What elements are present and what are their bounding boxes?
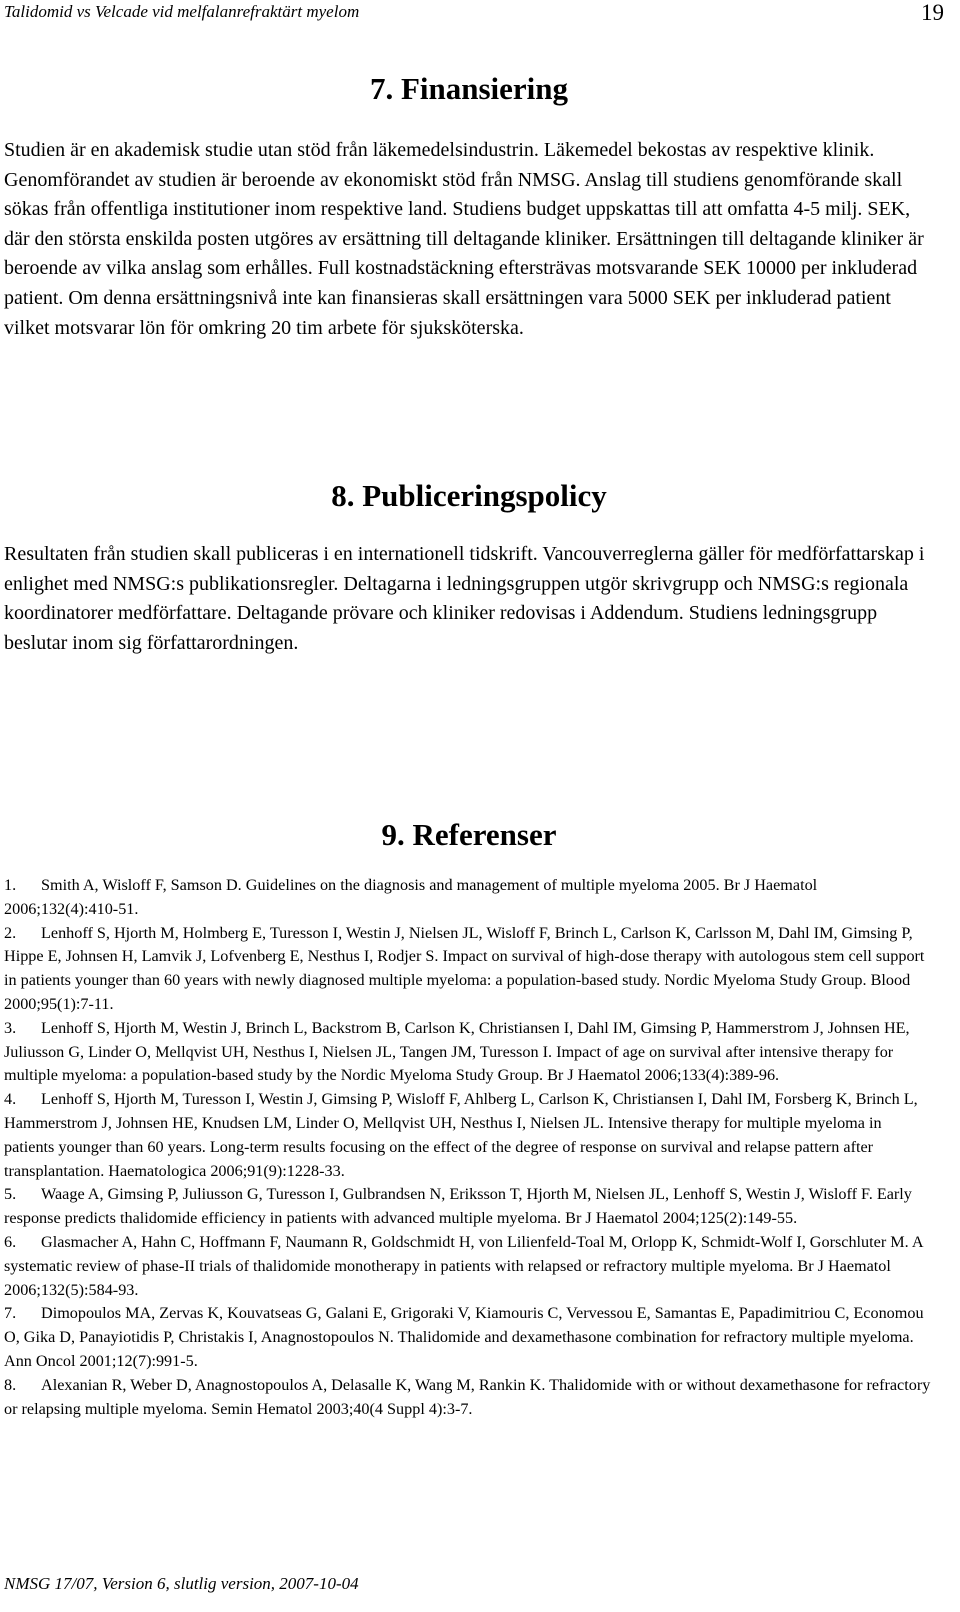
reference-list — [4, 874, 934, 1421]
running-header — [4, 0, 944, 26]
reference-number: 2. — [4, 923, 17, 942]
reference-number: 6. — [4, 1232, 17, 1251]
running-title: Talidomid vs Velcade vid melfalanrefraktärt myelom — [4, 2, 360, 21]
reference-text: Glasmacher A, Hahn C, Hoffmann F, Naumann R, Goldschmidt H, von Lilienfeld-Toal M, Orlopp K, Schmidt-Wolf I, Gorschluter M. A systematic review of phase-II trials of thalidomide monotherapy in patients with relapsed or refractory multiple myeloma. Br J Haematol 2006;132(5):584-93. — [4, 1232, 923, 1299]
page-number: 19 — [921, 0, 944, 25]
section-referenser — [4, 816, 934, 1421]
section-heading: 9. Referenser — [381, 817, 557, 852]
reference-number: 7. — [4, 1304, 17, 1323]
reference-number: 4. — [4, 1090, 17, 1109]
section-finansiering — [4, 70, 934, 343]
reference-item — [4, 922, 934, 1017]
reference-item — [4, 1088, 934, 1183]
reference-text: Lenhoff S, Hjorth M, Turesson I, Westin J, Gimsing P, Wisloff F, Ahlberg L, Carlson K, Christiansen I, Dahl IM, Forsberg K, Brinch L, Hammerstrom J, Johnsen HE, Knudsen LM, Linder O, Mellqvist UH, Nesthus I, Nielsen JL. Intensive therapy for multiple myeloma in patients younger than 60 years. Long-term results focusing on the effect of the degree of response on survival and relapse pattern after transplantation. Haematologica 2006;91(9):1228-33. — [4, 1090, 918, 1180]
reference-text: Waage A, Gimsing P, Juliusson G, Turesson I, Gulbrandsen N, Eriksson T, Hjorth M, Nielsen JL, Lenhoff S, Westin J, Wisloff F. Early response predicts thalidomide efficiency in patients with advanced multiple myeloma. Br J Haematol 2004;125(2):149-55. — [4, 1185, 912, 1228]
section-paragraph: Resultaten från studien skall publiceras i en internationell tidskrift. Vancouverreglerna gäller för medförfattarskap i enlighet med NMSG:s publikationsregler. Deltagarna i ledningsgruppen utgör skrivgrupp och NMSG:s regionala koordinatorer medförfattare. Deltagande prövare och kliniker redovisas i Addendum. Studiens ledningsgrupp beslutar inom sig författarordningen. — [4, 543, 925, 654]
section-heading: 8. Publiceringspolicy — [331, 478, 607, 513]
reference-item — [4, 1183, 934, 1231]
reference-item — [4, 1231, 934, 1302]
section-publiceringspolicy — [4, 477, 934, 658]
reference-text: Smith A, Wisloff F, Samson D. Guidelines on the diagnosis and management of multiple myeloma 2005. Br J Haematol 2006;132(4):410-51. — [4, 876, 818, 918]
section-heading: 7. Finansiering — [369, 71, 569, 106]
page-footer: NMSG 17/07, Version 6, slutlig version, 2007-10-04 — [4, 1574, 359, 1593]
reference-item — [4, 1017, 934, 1088]
reference-number: 3. — [4, 1018, 17, 1037]
reference-number: 8. — [4, 1375, 17, 1394]
reference-text: Alexanian R, Weber D, Anagnostopoulos A, Delasalle K, Wang M, Rankin K. Thalidomide with or without dexamethasone for refractory or relapsing multiple myeloma. Semin Hematol 2003;40(4 Suppl 4):3-7. — [4, 1375, 931, 1418]
reference-text: Lenhoff S, Hjorth M, Holmberg E, Turesson I, Westin J, Nielsen JL, Wisloff F, Brinch L, Carlson K, Carlsson M, Dahl IM, Gimsing P, Hippe E, Johnsen H, Lamvik J, Lofvenberg E, Nesthus I, Rodjer S. Impact on survival of high-dose therapy with autologous stem cell support in patients younger than 60 years with newly diagnosed multiple myeloma: a population-based study. Nordic Myeloma Study Group. Blood 2000;95(1):7-11. — [4, 923, 925, 1013]
reference-item — [4, 874, 934, 922]
reference-text: Dimopoulos MA, Zervas K, Kouvatseas G, Galani E, Grigoraki V, Kiamouris C, Vervessou E, Samantas E, Papadimitriou C, Economou O, Gika D, Panayiotidis P, Christakis I, Anagnostopoulos N. Thalidomide and dexamethasone combination for refractory multiple myeloma. Ann Oncol 2001;12(7):991-5. — [4, 1304, 924, 1370]
reference-number: 1. — [4, 876, 17, 894]
reference-text: Lenhoff S, Hjorth M, Westin J, Brinch L, Backstrom B, Carlson K, Christiansen I, Dahl IM, Gimsing P, Hammerstrom J, Johnsen HE, Juliusson G, Linder O, Mellqvist UH, Nesthus I, Nielsen JL, Tangen JM, Turesson I. Impact of age on survival after intensive therapy for multiple myeloma: a population-based study by the Nordic Myeloma Study Group. Br J Haematol 2006;133(4):389-96. — [4, 1018, 910, 1085]
reference-item — [4, 1302, 934, 1373]
reference-number: 5. — [4, 1185, 17, 1204]
section-paragraph: Studien är en akademisk studie utan stöd från läkemedelsindustrin. Läkemedel bekostas av respektive klinik. Genomförandet av studien är beroende av ekonomiskt stöd från NMSG. Anslag till studiens genomförande skall sökas från offentliga institutioner inom respektive land. Studiens budget uppskattas till att omfatta 4-5 milj. SEK, där den största enskilda posten utgöres av ersättning till deltagande kliniker. Ersättningen till deltagande kliniker är beroende av vilka anslag som erhålles. Full kostnadstäckning eftersträvas motsvarande SEK 10000 per inkluderad patient. Om denna ersättningsnivå inte kan finansieras skall ersättningen vara 5000 SEK per inkluderad patient vilket motsvarar lön för omkring 20 tim arbete för sjuksköterska. — [4, 139, 924, 339]
reference-item — [4, 1374, 934, 1422]
